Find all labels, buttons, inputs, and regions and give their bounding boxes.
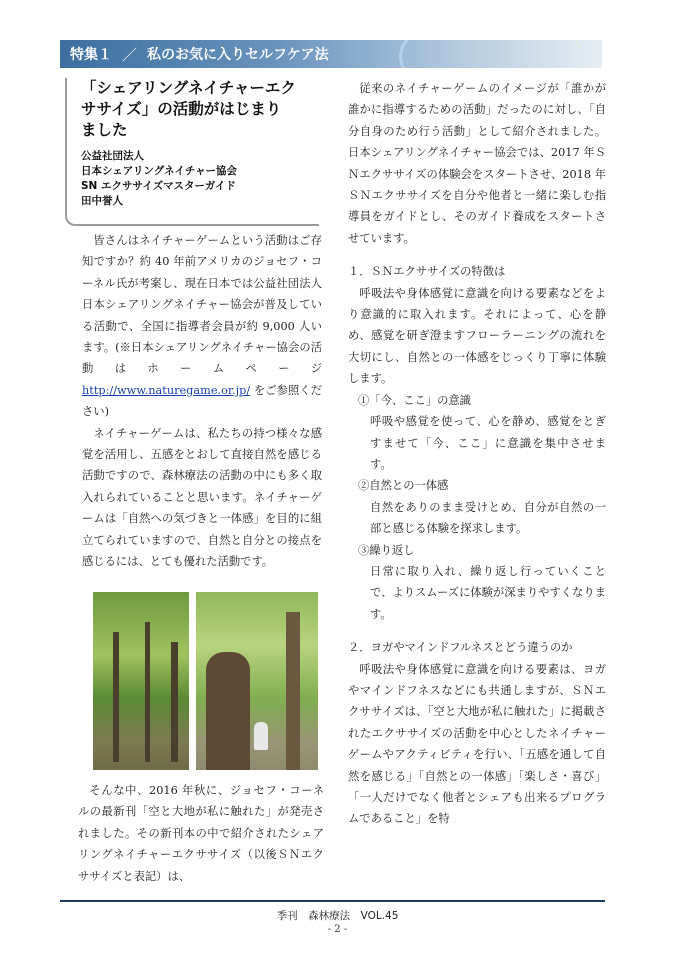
paragraph: そんな中、2016 年秋に、ジョセフ・コーネルの最新刊「空と大地が私に触れた」が発売されました。その新刊本の中で紹介されたシェアリングネイチャーエクササイズ（以後ＳＮエクササイズと表記）は、: [78, 784, 324, 883]
author-org: 公益社団法人: [81, 150, 144, 162]
article-title-box: [65, 78, 319, 226]
footer-rule: [60, 900, 605, 902]
tree-trunk: [171, 642, 178, 762]
article-title: [81, 78, 319, 141]
tree-meditation-photo: [196, 592, 318, 770]
paragraph: 従来のネイチャーゲームのイメージが「誰かが誰かに指導するための活動」だったのに対し、「自分自身のため行う活動」として紹介されました。日本シェアリングネイチャー協会では、2017 年ＳＮエクササイズの体験会をスタートさせ、2018 年ＳＮエクササイズを自分や他者と一緒に楽しむ指導員をガイドとし、そのガイド養成をスタートさせています。: [348, 82, 606, 245]
tree-trunk: [206, 652, 250, 770]
journal-footer: 季刊 森林療法 VOL.45: [276, 910, 399, 922]
seated-person: [254, 722, 268, 750]
subheading: ②自然との一体感: [358, 479, 449, 493]
sub-paragraph: 呼吸や感覚を使って、心を静め、感覚をとぎすませて「今、ここ」に意識を集中させます。: [370, 415, 606, 471]
paragraph: 呼吸法や身体感覚に意識を向ける要素などをより意識的に取入れます。それによって、心を静め、感覚を研ぎ澄ますフローラーニングの流れを大切にし、自然との一体感をじっくり丁寧に体験します。: [348, 286, 606, 386]
rainbow-decoration: [399, 40, 582, 68]
banner-separator: ／: [122, 45, 138, 64]
author-role: SN エクササイズマスターガイド: [81, 180, 236, 192]
page-number: - 2 -: [327, 924, 348, 935]
forest-photo: [93, 592, 189, 770]
right-column: [348, 78, 606, 830]
tree-trunk: [286, 612, 300, 770]
paragraph: [82, 230, 322, 423]
tree-trunk: [145, 622, 150, 762]
subheading: ①「今、ここ」の意識: [358, 393, 471, 407]
sub-paragraph: 自然をありのまま受けとめ、自分が自然の一部と感じる体験を探求します。: [370, 500, 606, 536]
paragraph: 呼吸法や身体感覚に意識を向ける要素は、ヨガやマインドフネスなどにも共通しますが、ＳＮエクササイズは、「空と大地が私に触れた」に掲載されたエクササイズの活動を中心としたネイチャーゲームやアクティビティを行い、「五感を通して自然を感じる」「自然との一体感」「楽しさ・喜び」「一人だけでなく他者とシェアも出来るプログラムであること」を特: [348, 662, 606, 826]
section-heading: １．ＳＮエクササイズの特徴は: [348, 265, 506, 279]
tree-trunk: [113, 632, 119, 762]
section-banner: [60, 40, 602, 68]
paragraph-text: 皆さんはネイチャーゲームという活動はご存知ですか？約 40 年前アメリカのジョセフ・コーネル氏が考案し、現在日本では公益社団法人日本シェアリングネイチャー協会が普及している活動で、全国に指導者会員が約 9,000 人います。(※日本シェアリングネイチャー協会の活動はホームページ: [82, 234, 322, 376]
left-column-bottom: [78, 780, 324, 887]
article-title-line: ました: [81, 121, 128, 139]
feature-tag: 特集１: [70, 47, 112, 63]
author-name: 田中誉人: [81, 195, 123, 207]
author-org-name: 日本シェアリングネイチャー協会: [81, 165, 238, 177]
sub-paragraph: 日常に取り入れ、繰り返し行っていくことで、よりスムーズに体験が深まりやすくなります。: [370, 564, 606, 621]
paragraph: ネイチャーゲームは、私たちの持つ様々な感覚を活用し、五感をとおして直接自然を感じる活動ですので、森林療法の活動の中にも多く取入れられていることと思います。ネイチャーゲームは「自然への気づきと一体感」を目的に組立てられていますので、自然と自分との接点を感じるには、とても優れた活動です。: [82, 426, 322, 569]
author-block: [81, 149, 319, 209]
subheading: ③繰り返し: [358, 543, 415, 557]
feature-title: 私のお気に入りセルフケア法: [147, 47, 329, 63]
paragraph-text: をご参照ください): [82, 383, 322, 419]
article-title-line: ササイズ」の活動がはじまり: [81, 100, 282, 118]
left-column-top: [82, 230, 322, 573]
homepage-link[interactable]: http://www.naturegame.or.jp/: [82, 383, 251, 397]
section-heading: ２．ヨガやマインドフルネスとどう違うのか: [348, 641, 573, 655]
article-title-line: 「シェアリングネイチャーエク: [81, 79, 296, 97]
photo-pair: [93, 592, 318, 770]
